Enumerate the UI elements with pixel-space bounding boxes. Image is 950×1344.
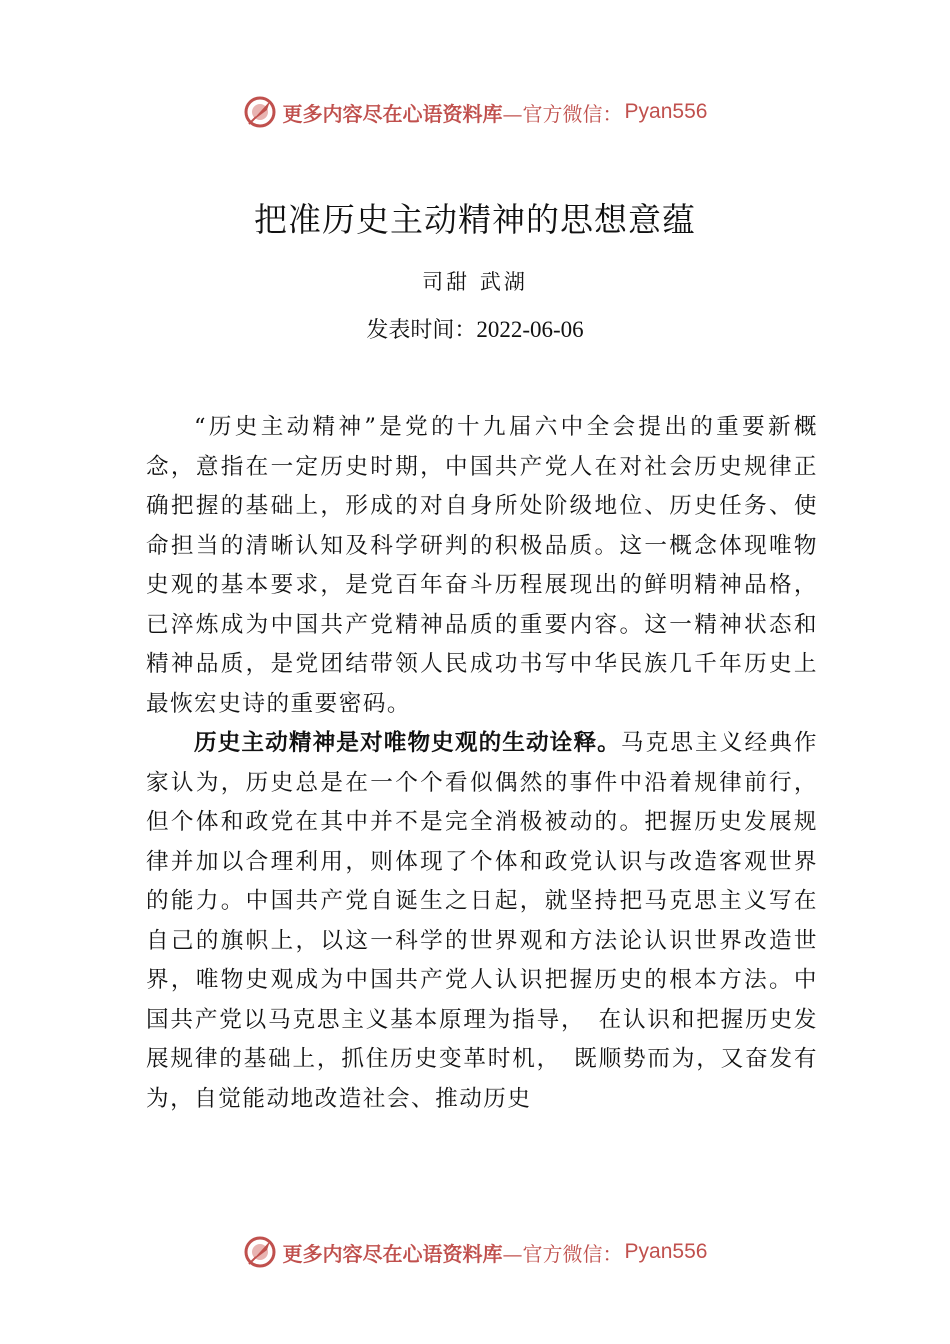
- watermark-label: 官方微信：: [522, 1241, 623, 1266]
- article-body: [146, 408, 818, 1119]
- watermark-wechat-id: Pyan556: [624, 1240, 708, 1263]
- watermark-site-name: 更多内容尽在心语资料库: [282, 1241, 503, 1266]
- paragraph-1: “历史主动精神”是党的十九届六中全会提出的重要新概念，意指在一定历史时期，中国共产党人在对社会历史规律正确把握的基础上，形成的对自身所处阶级地位、历史任务、使命担当的清晰认知及科学研判的积极品质。这一概念体现唯物史观的基本要求，是党百年奋斗历程展现出的鲜明精神品格，已淬炼成为中国共产党精神品质的重要内容。这一精神状态和精神品质，是党团结带领人民成功书写中华民族几千年历史上最恢宏史诗的重要密码。: [146, 414, 818, 717]
- quill-logo-icon: [243, 1235, 277, 1269]
- paragraph-2-lead: 历史主动精神是对唯物史观的生动诠释。: [194, 730, 621, 756]
- top-watermark-banner: [0, 92, 950, 132]
- watermark-wechat-id: Pyan556: [624, 100, 708, 123]
- watermark-dash: —: [502, 1241, 523, 1266]
- quill-logo-icon: [243, 95, 277, 129]
- bottom-watermark-banner: [0, 1232, 950, 1272]
- date-label: 发表时间：: [366, 318, 477, 343]
- article-author: 司甜 武湖: [422, 270, 528, 294]
- watermark-dash: —: [502, 101, 523, 126]
- watermark-label: 官方微信：: [522, 101, 623, 126]
- article-title: 把准历史主动精神的思想意蕴: [254, 200, 696, 239]
- article-date: [0, 313, 950, 344]
- date-value: 2022-06-06: [476, 317, 584, 342]
- paragraph-2-body: 马克思主义经典作家认为，历史总是在一个个看似偶然的事件中沿着规律前行，但个体和政党在其中并不是完全消极被动的。把握历史发展规律并加以合理利用，则体现了个体和政党认识与改造客观世界的能力。中国共产党自诞生之日起，就坚持把马克思主义写在自己的旗帜上，以这一科学的世界观和方法论认识世界改造世界，唯物史观成为中国共产党人认识把握历史的根本方法。中国共产党以马克思主义基本原理为指导， 在认识和把握历史发展规律的基础上，抓住历史变革时机， 既顺势而为，又奋发有为，自觉能动地改造社会、推动历史: [146, 730, 819, 1112]
- watermark-site-name: 更多内容尽在心语资料库: [282, 101, 503, 126]
- watermark-text: [283, 1238, 623, 1267]
- paragraph-2: [146, 724, 818, 1119]
- watermark-text: [283, 98, 623, 127]
